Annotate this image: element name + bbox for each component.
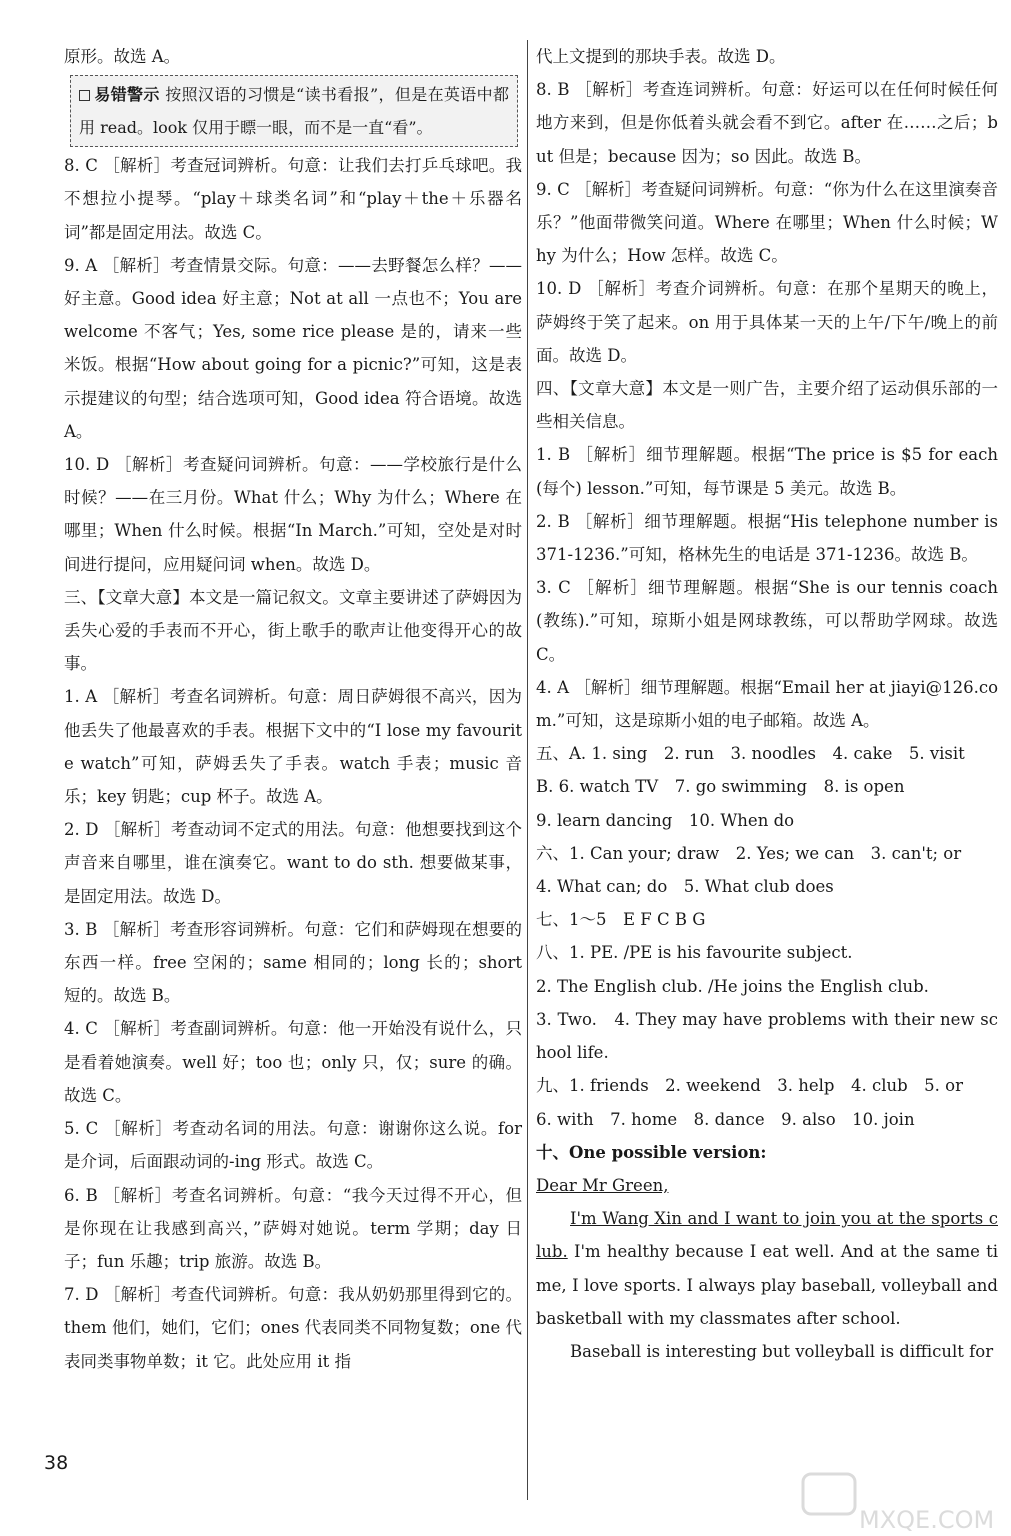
answer-item: 8. C ［解析］考查冠词辨析。句意：让我们去打乒乓球吧。我不想拉小提琴。“play＋球类名词”和“play＋the＋乐器名词”都是固定用法。故选 C。 xyxy=(64,156,522,242)
answer-item: 1. B ［解析］细节理解题。根据“The price is $5 for each(每个) lesson.”可知，每节课是 5 美元。故选 B。 xyxy=(536,445,998,498)
column-divider xyxy=(527,40,528,1500)
page-number: 38 xyxy=(44,1452,69,1474)
answer-item: 6. B ［解析］考查名词辨析。句意：“我今天过得不开心，但是你现在让我感到高兴，”萨姆对她说。term 学期；day 日子；fun 乐趣；trip 旅游。故选 B。 xyxy=(64,1185,522,1271)
answer-line: 六、1. Can your; draw 2. Yes; we can 3. can't; or xyxy=(536,843,962,863)
paragraph: 原形。故选 A。 xyxy=(64,47,181,66)
answer-line: 6. with 7. home 8. dance 9. also 10. join xyxy=(536,1109,915,1129)
paragraph: 代上文提到的那块手表。故选 D。 xyxy=(536,47,786,66)
answer-item: 10. D ［解析］考查疑问词辨析。句意：——学校旅行是什么时候？——在三月份。What 什么；Why 为什么；Where 在哪里；When 什么时候。根据“In March.”可知，空处是对时间进行提问，应用疑问词 when。故选 D。 xyxy=(64,455,522,574)
answer-item: 4. A ［解析］细节理解题。根据“Email her at jiayi@126.com.”可知，这是琼斯小姐的电子邮箱。故选 A。 xyxy=(536,677,998,731)
answer-line: 4. What can; do 5. What club does xyxy=(536,877,834,897)
answer-item: 3. C ［解析］细节理解题。根据“She is our tennis coach(教练).”可知，琼斯小姐是网球教练，可以帮助学网球。故选 C。 xyxy=(536,578,998,664)
answer-line: 九、1. friends 2. weekend 3. help 4. club 5. or xyxy=(536,1076,963,1096)
error-warning-box xyxy=(70,75,518,147)
answer-line: 3. Two. 4. They may have problems with their new school life. xyxy=(536,1009,998,1063)
answer-line: 9. learn dancing 10. When do xyxy=(536,810,795,830)
answer-line: B. 6. watch TV 7. go swimming 8. is open xyxy=(536,777,905,797)
answer-item: 5. C ［解析］考查动名词的用法。句意：谢谢你这么说。for 是介词，后面跟动词的-ing 形式。故选 C。 xyxy=(64,1119,522,1172)
right-column xyxy=(536,40,998,1368)
letter-paragraph xyxy=(536,1202,998,1335)
checkbox-icon xyxy=(79,90,90,101)
letter-salutation xyxy=(536,1169,998,1202)
watermark-text: MXQE.COM xyxy=(859,1506,995,1534)
tip-text: 按照汉语的习惯是“读书看报”，但是在英语中都用 read。look 仅用于瞟一眼，而不是一直“看”。 xyxy=(79,85,509,138)
letter-body xyxy=(536,1202,998,1368)
left-column xyxy=(64,40,522,1378)
answer-item: 8. B ［解析］考查连词辨析。句意：好运可以在任何时候任何地方来到，但是你低着头就会看不到它。after 在……之后；but 但是；because 因为；so 因此。故选 B。 xyxy=(536,80,998,166)
writing-heading: 十、One possible version: xyxy=(536,1142,767,1162)
answer-item: 9. C ［解析］考查疑问词辨析。句意：“你为什么在这里演奏音乐？”他面带微笑问道。Where 在哪里；When 什么时候；Why 为什么；How 怎样。故选 C。 xyxy=(536,179,998,266)
answer-item: 3. B ［解析］考查形容词辨析。句意：它们和萨姆现在想要的东西一样。free 空闲的；same 相同的；long 长的；short 短的。故选 B。 xyxy=(64,919,522,1006)
salutation-text: Dear Mr Green, xyxy=(536,1175,669,1195)
answer-item: 1. A ［解析］考查名词辨析。句意：周日萨姆很不高兴，因为他丢失了他最喜欢的手表。根据下文中的“I lose my favourite watch”可知，萨姆丢失了手表。watch 手表；music 音乐；key 钥匙；cup 杯子。故选 A。 xyxy=(64,687,522,807)
letter-paragraph: Baseball is interesting but volleyball is difficult for xyxy=(570,1341,994,1361)
answer-item: 9. A ［解析］考查情景交际。句意：——去野餐怎么样？——好主意。Good idea 好主意；Not at all 一点也不；You are welcome 不客气；Yes, some rice please 是的，请来一些米饭。根据“How about going for a picnic?”可知，这是表示提建议的句型；结合选项可知，Good idea 符合语境。故选 A。 xyxy=(64,255,522,441)
answer-line: 五、A. 1. sing 2. run 3. noodles 4. cake 5. visit xyxy=(536,744,965,764)
watermark-logo xyxy=(799,1470,999,1534)
answer-item: 4. C ［解析］考查副词辨析。句意：他一开始没有说什么，只是看着她演奏。well 好；too 也；only 只，仅；sure 的确。故选 C。 xyxy=(64,1019,522,1105)
section-summary: 四、【文章大意】本文是一则广告，主要介绍了运动俱乐部的一些相关信息。 xyxy=(536,379,998,432)
underlined-sentence: I'm Wang Xin and I want to join you at the sports club. xyxy=(536,1209,998,1262)
answer-item: 2. B ［解析］细节理解题。根据“His telephone number is 371-1236.”可知，格林先生的电话是 371-1236。故选 B。 xyxy=(536,511,998,565)
answer-item: 10. D ［解析］考查介词辨析。句意：在那个星期天的晚上，萨姆终于笑了起来。on 用于具体某一天的上午/下午/晚上的前面。故选 D。 xyxy=(536,279,998,365)
answer-item: 2. D ［解析］考查动词不定式的用法。句意：他想要找到这个声音来自哪里，谁在演奏它。want to do sth. 想要做某事，是固定用法。故选 D。 xyxy=(64,820,522,906)
section-summary: 三、【文章大意】本文是一篇记叙文。文章主要讲述了萨姆因为丢失心爱的手表而不开心，街上歌手的歌声让他变得开心的故事。 xyxy=(64,587,522,674)
tip-label: 易错警示 xyxy=(94,85,160,105)
answer-item: 7. D ［解析］考查代词辨析。句意：我从奶奶那里得到它的。them 他们，她们，它们；ones 代表同类不同物复数；one 代表同类事物单数；it 它。此处应用 it 指 xyxy=(64,1285,522,1371)
answer-line: 七、1～5 E F C B G xyxy=(536,910,706,930)
answer-line: 八、1. PE. /PE is his favourite subject. xyxy=(536,943,853,963)
answer-line: 2. The English club. /He joins the English club. xyxy=(536,976,929,996)
letter-text: I'm healthy because I eat well. And at the same time, I love sports. I always play baseball, volleyball and basketball with my classmates after school. xyxy=(536,1242,998,1328)
